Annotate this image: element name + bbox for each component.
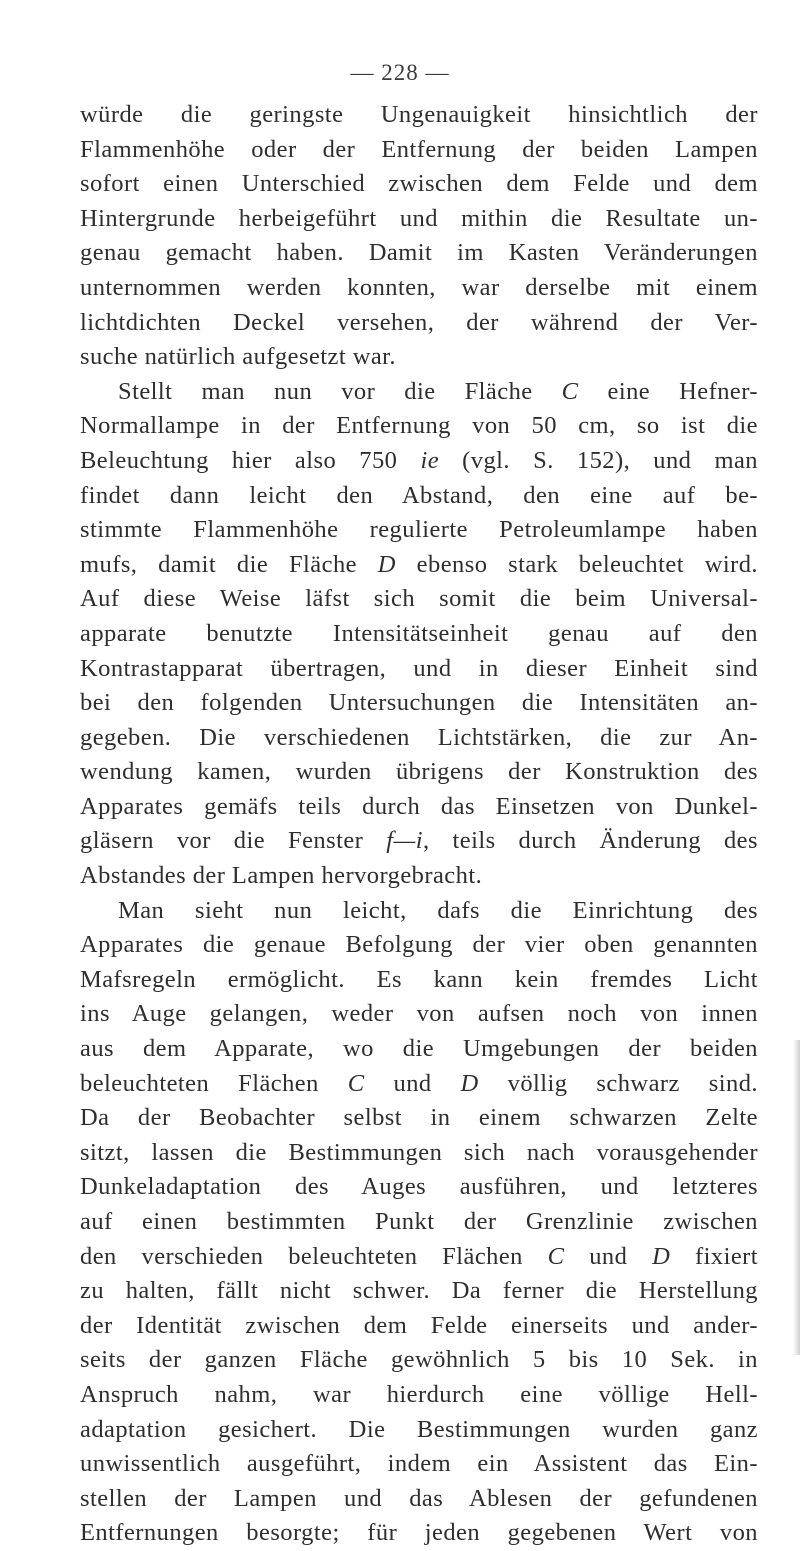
- text-line: seits der ganzen Fläche gewöhnlich 5 bis 10 Sek. in: [80, 1346, 758, 1374]
- text-line: der Identität zwischen dem Felde einerseits und ander-: [80, 1311, 758, 1339]
- text-line: zu halten, fällt nicht schwer. Da ferner die Herstellung: [80, 1277, 758, 1305]
- text-line: bei den folgenden Untersuchungen die Intensitäten an-: [80, 689, 758, 717]
- text-line: stellen der Lampen und das Ablesen der gefundenen: [80, 1484, 758, 1512]
- text-line: ins Auge gelangen, weder von aufsen noch von innen: [80, 1000, 758, 1028]
- text-line: Hintergrunde herbeigeführt und mithin die Resultate un-: [80, 204, 758, 232]
- text-line: unwissentlich ausgeführt, indem ein Assistent das Ein-: [80, 1450, 758, 1478]
- text-line: wendung kamen, wurden übrigens der Konstruktion des: [80, 758, 758, 786]
- text-line: gegeben. Die verschiedenen Lichtstärken, die zur An-: [80, 723, 758, 751]
- text-line: Da der Beobachter selbst in einem schwarzen Zelte: [80, 1104, 758, 1132]
- text-line: adaptation gesichert. Die Bestimmungen wurden ganz: [80, 1415, 758, 1443]
- text-line: Auf diese Weise läfst sich somit die beim Universal-: [80, 585, 758, 613]
- text-line: Beleuchtung hier also 750 ie (vgl. S. 152), und man: [80, 446, 758, 474]
- text-line: Anspruch nahm, war hierdurch eine völlige Hell-: [80, 1380, 758, 1408]
- text-line: Apparates gemäfs teils durch das Einsetzen von Dunkel-: [80, 792, 758, 820]
- text-line: suche natürlich aufgesetzt war.: [80, 343, 396, 371]
- text-line: würde die geringste Ungenauigkeit hinsichtlich der: [80, 101, 758, 128]
- text-line: auf einen bestimmten Punkt der Grenzlinie zwischen: [80, 1208, 758, 1235]
- text-line: Mafsregeln ermöglicht. Es kann kein fremdes Licht: [80, 965, 758, 993]
- text-line: stimmte Flammenhöhe regulierte Petroleumlampe haben: [80, 516, 758, 544]
- text-line: findet dann leicht den Abstand, den eine auf be-: [80, 481, 758, 509]
- text-line: Flammenhöhe oder der Entfernung der beiden Lampen: [80, 135, 758, 163]
- text-line: Abstandes der Lampen hervorgebracht.: [80, 862, 483, 890]
- text-line: Apparates die genaue Befolgung der vier oben genannten: [80, 931, 758, 959]
- text-line: Man sieht nun leicht, dafs die Einrichtung des: [118, 896, 758, 924]
- text-line: aus dem Apparate, wo die Umgebungen der beiden: [80, 1035, 758, 1063]
- text-line: Dunkeladaptation des Auges ausführen, und letzteres: [80, 1173, 758, 1201]
- text-line: Stellt man nun vor die Fläche C eine Hefner-: [118, 377, 758, 405]
- text-line: apparate benutzte Intensitätseinheit genau auf den: [80, 619, 758, 647]
- text-line: mufs, damit die Fläche D ebenso stark beleuchtet wird.: [80, 550, 758, 578]
- page-number: — 228 —: [350, 60, 450, 85]
- text-line: sitzt, lassen die Bestimmungen sich nach vorausgehender: [80, 1138, 758, 1166]
- text-line: gläsern vor die Fenster f—i, teils durch Änderung des: [80, 827, 758, 855]
- text-line: Normallampe in der Entfernung von 50 cm, so ist die: [80, 412, 758, 440]
- text-line: genau gemacht haben. Damit im Kasten Veränderungen: [80, 239, 758, 267]
- text-line: Kontrastapparat übertragen, und in dieser Einheit sind: [80, 654, 758, 682]
- page-edge-shadow: [793, 1040, 800, 1355]
- body-text: [80, 98, 758, 1551]
- text-line: lichtdichten Deckel versehen, der während der Ver-: [80, 308, 758, 336]
- text-line: sofort einen Unterschied zwischen dem Felde und dem: [80, 170, 758, 198]
- text-line: den verschieden beleuchteten Flächen C und D fixiert: [80, 1242, 759, 1270]
- text-line: unternommen werden konnten, war derselbe mit einem: [80, 273, 758, 301]
- text-line: beleuchteten Flächen C und D völlig schwarz sind.: [80, 1069, 758, 1097]
- text-line: Entfernungen besorgte; für jeden gegebenen Wert von: [80, 1519, 758, 1547]
